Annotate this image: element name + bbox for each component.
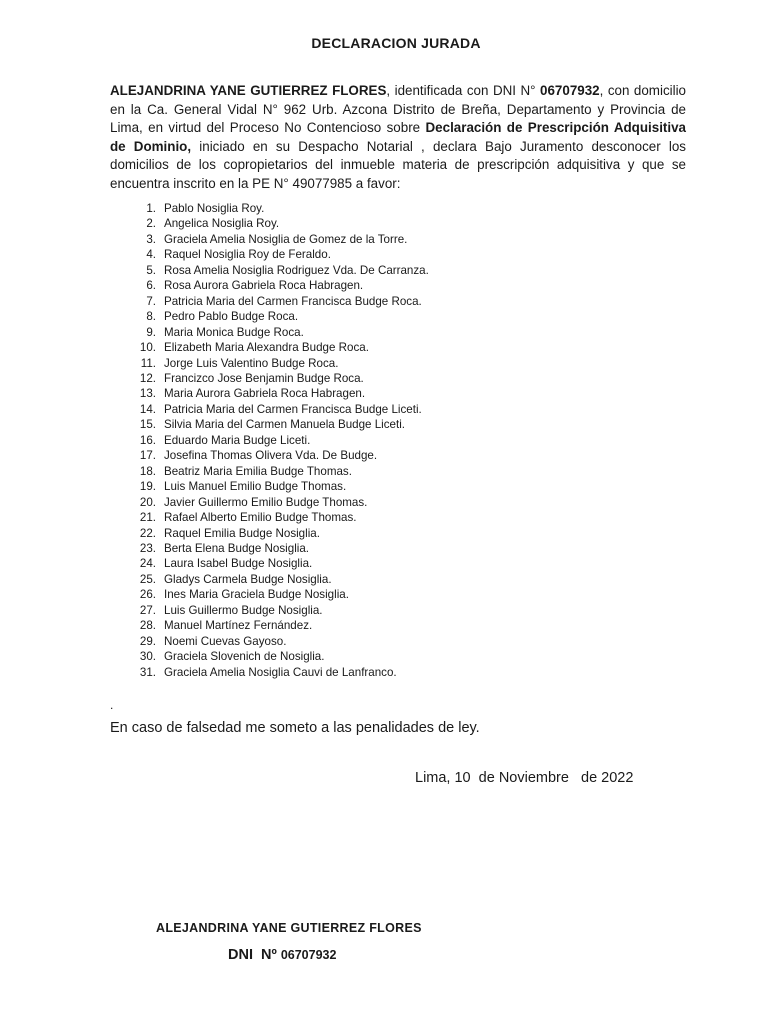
intro-text-1: , identificada con DNI N° — [386, 83, 541, 98]
list-item — [121, 510, 429, 525]
list-item-number: 30. — [139, 650, 156, 664]
list-item-number: 14. — [139, 402, 156, 416]
list-item-name: Pedro Pablo Budge Roca. — [164, 310, 299, 324]
list-item — [121, 294, 429, 309]
list-item — [121, 526, 429, 541]
list-item-number: 15. — [139, 418, 156, 432]
list-item — [121, 448, 429, 463]
list-item-name: Patricia Maria del Carmen Francisca Budge Roca. — [164, 294, 422, 308]
list-item — [121, 665, 429, 680]
list-item-name: Rosa Amelia Nosiglia Rodriguez Vda. De Carranza. — [164, 263, 429, 277]
list-item-number: 19. — [139, 480, 156, 494]
document-title: DECLARACION JURADA — [311, 35, 481, 51]
signatory-name: ALEJANDRINA YANE GUTIERREZ FLORES — [156, 921, 422, 935]
list-item-number: 21. — [139, 511, 156, 525]
declaration-paragraph — [110, 82, 686, 193]
list-item-name: Patricia Maria del Carmen Francisca Budge Liceti. — [164, 402, 422, 416]
list-item-number: 23. — [139, 541, 156, 555]
list-item-number: 12. — [139, 371, 156, 385]
list-item — [121, 603, 429, 618]
list-item-name: Graciela Slovenich de Nosiglia. — [164, 650, 325, 664]
list-item-name: Luis Guillermo Budge Nosiglia. — [164, 603, 323, 617]
place-and-date: Lima, 10 de Noviembre de 2022 — [415, 770, 634, 786]
list-item — [121, 325, 429, 340]
list-item-number: 11. — [140, 356, 156, 370]
intro-text-2: , con domicilio en la Ca. General Vidal N° 962 Urb. Azcona Distrito de Breña, Departamento y Provincia de Lima, en virtud del Proceso No Contencioso sobre — [110, 83, 687, 135]
list-item — [121, 495, 429, 510]
list-item-number: 10. — [139, 341, 156, 355]
list-item-number: 27. — [139, 603, 156, 617]
list-item-number: 24. — [139, 557, 156, 571]
list-item-name: Graciela Amelia Nosiglia Cauvi de Lanfranco. — [164, 665, 397, 679]
list-item-name: Maria Monica Budge Roca. — [164, 325, 304, 339]
list-item-number: 28. — [139, 619, 156, 633]
list-item — [121, 386, 429, 401]
closing-statement: En caso de falsedad me someto a las penalidades de ley. — [110, 720, 480, 736]
list-item-number: 3. — [146, 232, 156, 246]
list-item-number: 9. — [146, 325, 156, 339]
list-item — [121, 356, 429, 371]
list-item-number: 8. — [146, 310, 156, 324]
list-item — [121, 618, 429, 633]
list-item-number: 1. — [146, 202, 156, 215]
declarant-dni: 06707932 — [540, 83, 600, 98]
list-item-name: Raquel Emilia Budge Nosiglia. — [164, 526, 320, 540]
signatory-dni-label: DNI Nº — [228, 947, 281, 963]
list-item — [121, 417, 429, 432]
list-item-name: Ines Maria Graciela Budge Nosiglia. — [164, 588, 349, 602]
list-item-number: 20. — [139, 495, 156, 509]
signatory-dni-value: 06707932 — [280, 948, 337, 962]
list-item-name: Silvia Maria del Carmen Manuela Budge Liceti. — [164, 418, 406, 432]
list-item-name: Luis Manuel Emilio Budge Thomas. — [164, 480, 347, 494]
list-item-number: 25. — [139, 572, 156, 586]
list-item-name: Javier Guillermo Emilio Budge Thomas. — [164, 495, 368, 509]
list-item — [121, 433, 429, 448]
list-item-name: Pablo Nosiglia Roy. — [164, 202, 265, 215]
list-item-name: Josefina Thomas Olivera Vda. De Budge. — [164, 449, 378, 463]
list-item-number: 16. — [139, 433, 156, 447]
list-item-number: 26. — [139, 588, 156, 602]
list-item-name: Gladys Carmela Budge Nosiglia. — [164, 572, 332, 586]
list-item-number: 7. — [146, 294, 156, 308]
list-item-number: 22. — [139, 526, 156, 540]
list-item — [121, 263, 429, 278]
co-owner-list — [121, 201, 429, 680]
list-item-number: 5. — [146, 263, 156, 277]
list-item-name: Laura Isabel Budge Nosiglia. — [164, 557, 313, 571]
list-item-number: 29. — [139, 634, 156, 648]
intro-text-3: iniciado en su Despacho Notarial , declara Bajo Juramento desconocer los domicilios de los copropietarios del inmueble materia de prescripción adquisitiva y que se encuentra inscrito en la PE N° 49077985 a favor: — [110, 138, 686, 191]
list-item — [121, 634, 429, 649]
list-item — [121, 556, 429, 571]
list-item-number: 13. — [139, 387, 156, 401]
list-item — [121, 402, 429, 417]
list-item-name: Beatriz Maria Emilia Budge Thomas. — [164, 464, 352, 478]
list-item-name: Noemi Cuevas Gayoso. — [164, 634, 287, 648]
list-item — [121, 247, 429, 262]
list-item-number: 31. — [139, 665, 156, 679]
list-item-number: 6. — [146, 279, 156, 293]
list-item — [121, 464, 429, 479]
list-item — [121, 649, 429, 664]
list-item-name: Berta Elena Budge Nosiglia. — [164, 541, 310, 555]
list-item-number: 18. — [139, 464, 156, 478]
list-item-name: Manuel Martínez Fernández. — [164, 619, 313, 633]
list-item — [121, 371, 429, 386]
list-item — [121, 572, 429, 587]
list-item-name: Rafael Alberto Emilio Budge Thomas. — [164, 511, 357, 525]
list-item-name: Rosa Aurora Gabriela Roca Habragen. — [164, 279, 364, 293]
list-item-name: Jorge Luis Valentino Budge Roca. — [164, 356, 339, 370]
list-item — [121, 232, 429, 247]
list-item-number: 4. — [146, 248, 156, 262]
list-item — [121, 201, 429, 216]
signatory-dni — [228, 946, 336, 964]
list-item — [121, 309, 429, 324]
list-item-name: Francizco Jose Benjamin Budge Roca. — [164, 371, 364, 385]
list-item — [121, 479, 429, 494]
list-item-number: 17. — [139, 449, 156, 463]
list-item-number: 2. — [146, 217, 156, 231]
list-item-name: Graciela Amelia Nosiglia de Gomez de la Torre. — [164, 232, 408, 246]
list-item — [121, 587, 429, 602]
declarant-name: ALEJANDRINA YANE GUTIERREZ FLORES — [110, 83, 387, 98]
list-item — [121, 541, 429, 556]
list-item — [121, 216, 429, 231]
list-item-name: Maria Aurora Gabriela Roca Habragen. — [164, 387, 366, 401]
list-item — [121, 278, 429, 293]
list-item-name: Angelica Nosiglia Roy. — [164, 217, 280, 231]
list-item-name: Elizabeth Maria Alexandra Budge Roca. — [164, 341, 369, 355]
process-name: Declaración de Prescripción Adquisitiva de Dominio, — [110, 120, 686, 154]
stray-dot: . — [110, 698, 114, 712]
list-item-name: Eduardo Maria Budge Liceti. — [164, 433, 311, 447]
list-item-name: Raquel Nosiglia Roy de Feraldo. — [164, 248, 331, 262]
list-item — [121, 340, 429, 355]
